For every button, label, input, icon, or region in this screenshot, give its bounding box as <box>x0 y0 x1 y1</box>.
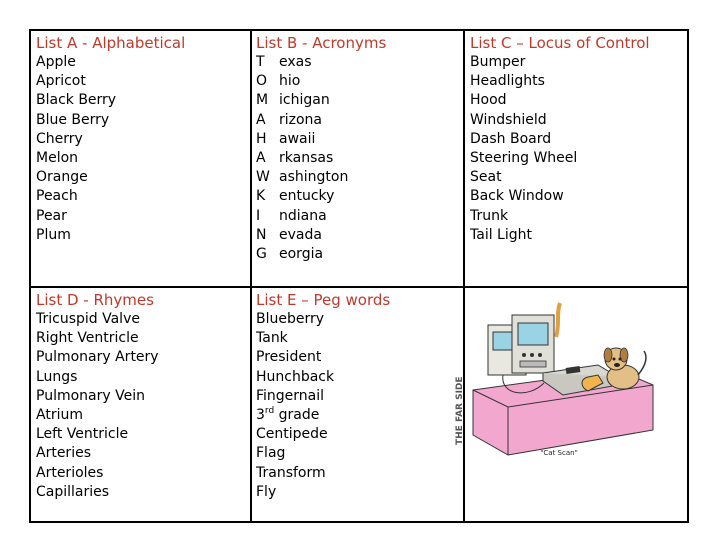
acronym-letter: T <box>256 54 265 70</box>
list-item: Fingernail <box>256 387 325 404</box>
list-item: Blue Berry <box>36 111 110 128</box>
acronym-rest: rkansas <box>279 150 334 167</box>
list-a-items <box>36 53 185 245</box>
acronym-item <box>256 207 386 226</box>
acronym-letter: N <box>256 226 267 243</box>
acronym-item <box>256 91 386 110</box>
list-item: Left Ventricle <box>36 426 129 443</box>
acronym-rest: ichigan <box>279 92 330 109</box>
cartoon-side-text: THE FAR SIDE <box>455 376 465 445</box>
list-item: Fly <box>256 483 277 500</box>
acronym-item <box>256 168 386 187</box>
list-item: Tricuspid Valve <box>36 311 140 327</box>
acronym-item <box>256 130 386 149</box>
list-b-items <box>256 53 386 264</box>
acronym-item <box>256 187 386 206</box>
item-base: 3 <box>256 407 265 424</box>
list-item: Pulmonary Artery <box>36 349 159 366</box>
list-item: Pulmonary Vein <box>36 387 145 404</box>
list-item: Windshield <box>470 111 547 128</box>
acronym-item <box>256 245 386 264</box>
acronym-rest: ndiana <box>279 207 327 224</box>
list-item: Hood <box>470 92 507 109</box>
list-b-cell <box>256 34 386 264</box>
acronym-letter: A <box>256 111 266 128</box>
list-item: Orange <box>36 169 88 186</box>
list-item: Blueberry <box>256 311 325 327</box>
list-e-title: List E – Peg words <box>256 291 391 309</box>
list-item: Right Ventricle <box>36 330 139 347</box>
list-item: Lungs <box>36 368 78 385</box>
list-item: Seat <box>470 169 502 186</box>
list-item: Headlights <box>470 73 545 90</box>
list-item: Back Window <box>470 188 564 205</box>
list-item: Pear <box>36 207 67 224</box>
list-item <box>256 406 390 425</box>
acronym-letter: W <box>256 169 270 186</box>
item-tail: grade <box>274 407 320 424</box>
cat-icon <box>556 303 560 337</box>
acronym-rest: entucky <box>279 188 335 205</box>
cartoon-caption: "Cat Scan" <box>540 449 578 457</box>
acronym-item <box>256 72 386 91</box>
list-item: Transform <box>256 464 326 481</box>
acronym-letter: H <box>256 130 267 147</box>
list-item: Apricot <box>36 73 86 90</box>
list-b-title: List B - Acronyms <box>256 34 387 52</box>
list-item: Tank <box>256 330 288 347</box>
row-divider <box>31 286 687 288</box>
list-c-items <box>470 53 650 245</box>
list-c-cell <box>470 34 650 245</box>
list-c-title: List C – Locus of Control <box>470 34 650 52</box>
list-item: Black Berry <box>36 92 117 109</box>
acronym-letter: K <box>256 188 266 205</box>
item-superscript: rd <box>264 406 275 417</box>
list-item: Cherry <box>36 130 83 147</box>
list-item: Bumper <box>470 54 526 70</box>
acronym-letter: A <box>256 150 266 167</box>
acronym-item <box>256 226 386 245</box>
list-item: Centipede <box>256 426 328 443</box>
acronym-rest: eorgia <box>279 246 324 263</box>
acronym-item <box>256 149 386 168</box>
list-item: Capillaries <box>36 483 110 500</box>
acronym-letter: G <box>256 246 267 263</box>
acronym-rest: rizona <box>279 111 323 128</box>
list-item: Flag <box>256 445 286 462</box>
list-item: Plum <box>36 226 71 243</box>
list-d-title: List D - Rhymes <box>36 291 154 309</box>
column-divider <box>250 31 252 521</box>
list-e-items <box>256 310 390 502</box>
list-a-title: List A - Alphabetical <box>36 34 186 52</box>
acronym-rest: evada <box>279 226 322 243</box>
acronym-rest: hio <box>279 73 301 90</box>
acronym-rest: awaii <box>279 130 316 147</box>
list-e-cell <box>256 291 390 502</box>
list-item: Atrium <box>36 407 83 424</box>
acronym-letter: I <box>256 207 261 224</box>
acronym-item <box>256 53 386 72</box>
list-item: Arterioles <box>36 464 104 481</box>
list-item: Steering Wheel <box>470 150 578 167</box>
list-item: Dash Board <box>470 130 552 147</box>
list-item: Hunchback <box>256 368 335 385</box>
list-d-items <box>36 310 159 502</box>
acronym-letter: O <box>256 73 268 90</box>
acronym-item <box>256 111 386 130</box>
cartoon-illustration <box>448 295 670 465</box>
acronym-rest: exas <box>279 54 312 70</box>
acronym-letter: M <box>256 92 269 109</box>
list-item: Arteries <box>36 445 91 462</box>
list-item: Trunk <box>470 207 509 224</box>
list-item: Peach <box>36 188 78 205</box>
list-item: Apple <box>36 54 76 70</box>
cat-scan-cartoon <box>448 295 670 465</box>
list-item: Melon <box>36 150 79 167</box>
list-item: Tail Light <box>470 226 532 243</box>
list-item: President <box>256 349 322 366</box>
list-d-cell <box>36 291 159 502</box>
acronym-rest: ashington <box>279 169 349 186</box>
list-a-cell <box>36 34 185 245</box>
